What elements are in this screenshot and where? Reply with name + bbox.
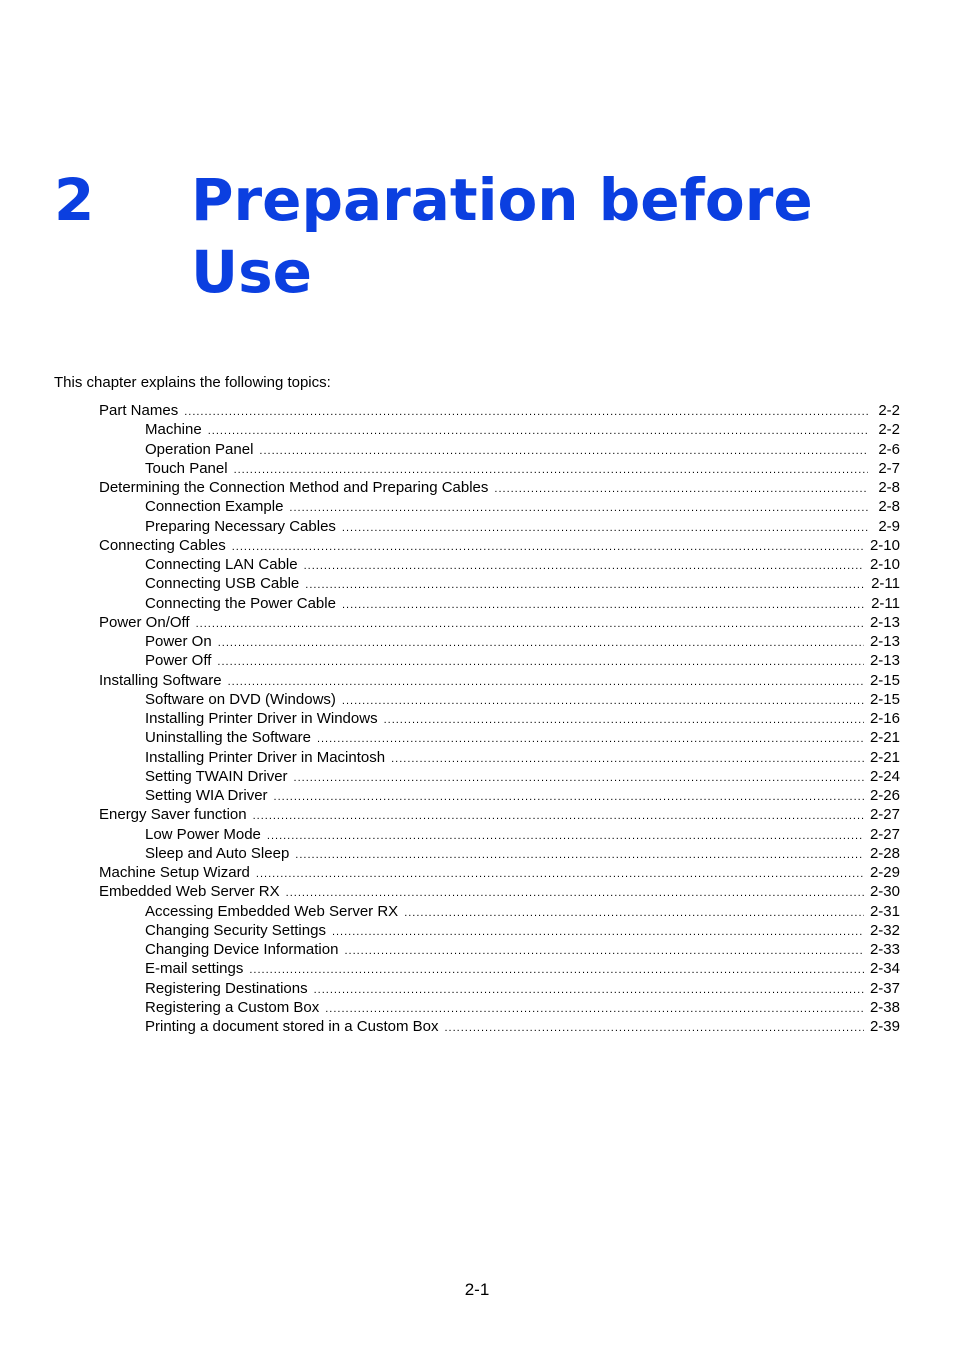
dot-leader xyxy=(228,673,864,690)
toc-entry-page: 2-10 xyxy=(869,556,900,573)
dot-leader xyxy=(234,461,868,478)
toc-entry-title: Sleep and Auto Sleep xyxy=(145,844,290,862)
toc-section-entry[interactable] xyxy=(99,863,900,882)
toc-entry-title: Determining the Connection Method and Preparing Cables xyxy=(99,479,489,496)
toc-subsection-entry[interactable] xyxy=(99,574,900,593)
dot-leader xyxy=(494,480,868,497)
dot-leader xyxy=(218,634,864,651)
dot-leader xyxy=(317,730,864,747)
toc-entry-page: 2-34 xyxy=(869,960,900,978)
toc-entry-page: 2-2 xyxy=(878,402,900,419)
toc-entry-title: Uninstalling the Software xyxy=(145,729,311,747)
intro-text: This chapter explains the following topics: xyxy=(54,374,331,391)
dot-leader xyxy=(314,981,864,998)
toc-entry-title: Machine xyxy=(145,421,202,439)
dot-leader xyxy=(249,961,864,978)
dot-leader xyxy=(289,499,868,516)
toc-entry-title: Connecting USB Cable xyxy=(145,575,300,593)
toc-entry-page: 2-10 xyxy=(869,536,900,554)
dot-leader xyxy=(384,711,864,728)
toc-section-entry[interactable] xyxy=(99,478,900,497)
toc-subsection-entry[interactable] xyxy=(99,921,900,940)
toc-subsection-entry[interactable] xyxy=(99,959,900,978)
toc-section-entry[interactable] xyxy=(99,671,900,690)
dot-leader xyxy=(256,865,864,882)
toc-entry-page: 2-21 xyxy=(869,748,900,766)
dot-leader xyxy=(342,519,868,536)
dot-leader xyxy=(342,692,864,709)
toc-section-entry[interactable] xyxy=(99,613,900,632)
table-of-contents xyxy=(99,401,900,1036)
toc-entry-page: 2-7 xyxy=(878,459,900,477)
toc-entry-title: Connection Example xyxy=(145,498,284,516)
toc-entry-page: 2-8 xyxy=(878,479,900,496)
dot-leader xyxy=(342,596,865,613)
toc-entry-page: 2-27 xyxy=(869,806,900,824)
toc-entry-page: 2-11 xyxy=(871,594,900,612)
toc-subsection-entry[interactable] xyxy=(99,728,900,747)
toc-subsection-entry[interactable] xyxy=(99,1017,900,1036)
toc-subsection-entry[interactable] xyxy=(99,825,900,844)
chapter-title: Preparation before Use xyxy=(191,166,813,306)
toc-entry-title: Registering a Custom Box xyxy=(145,998,320,1016)
toc-entry-title: Accessing Embedded Web Server RX xyxy=(145,902,399,920)
toc-entry-page: 2-33 xyxy=(869,941,900,958)
toc-subsection-entry[interactable] xyxy=(99,555,900,574)
toc-entry-page: 2-13 xyxy=(869,633,900,650)
toc-entry-page: 2-15 xyxy=(869,671,900,689)
toc-entry-page: 2-6 xyxy=(878,440,900,458)
toc-subsection-entry[interactable] xyxy=(99,517,900,536)
toc-subsection-entry[interactable] xyxy=(99,420,900,439)
toc-entry-page: 2-11 xyxy=(871,575,900,593)
toc-section-entry[interactable] xyxy=(99,401,900,420)
dot-leader xyxy=(332,923,864,940)
toc-entry-title: E-mail settings xyxy=(145,960,244,978)
toc-entry-page: 2-38 xyxy=(869,998,900,1016)
dot-leader xyxy=(344,942,864,959)
dot-leader xyxy=(391,750,864,767)
toc-entry-page: 2-27 xyxy=(869,825,900,843)
toc-entry-title: Energy Saver function xyxy=(99,806,247,824)
toc-entry-page: 2-31 xyxy=(869,902,900,920)
toc-entry-page: 2-39 xyxy=(869,1018,900,1035)
toc-entry-page: 2-15 xyxy=(869,690,900,708)
toc-subsection-entry[interactable] xyxy=(99,998,900,1017)
toc-entry-title: Changing Security Settings xyxy=(145,921,326,939)
dot-leader xyxy=(404,904,864,921)
toc-entry-page: 2-28 xyxy=(869,844,900,862)
toc-subsection-entry[interactable] xyxy=(99,709,900,728)
toc-entry-page: 2-16 xyxy=(869,710,900,727)
toc-entry-title: Power Off xyxy=(145,652,212,670)
toc-subsection-entry[interactable] xyxy=(99,902,900,921)
toc-entry-title: Power On/Off xyxy=(99,613,190,631)
toc-subsection-entry[interactable] xyxy=(99,651,900,670)
toc-entry-page: 2-2 xyxy=(878,421,900,439)
toc-entry-title: Low Power Mode xyxy=(145,825,261,843)
toc-entry-title: Part Names xyxy=(99,402,179,419)
toc-entry-page: 2-21 xyxy=(869,729,900,747)
dot-leader xyxy=(184,403,868,420)
toc-entry-page: 2-30 xyxy=(869,883,900,901)
dot-leader xyxy=(274,788,864,805)
toc-entry-title: Installing Printer Driver in Macintosh xyxy=(145,748,386,766)
toc-subsection-entry[interactable] xyxy=(99,632,900,651)
dot-leader xyxy=(208,422,868,439)
toc-entry-page: 2-29 xyxy=(869,864,900,881)
toc-subsection-entry[interactable] xyxy=(99,748,900,767)
toc-entry-page: 2-37 xyxy=(869,979,900,997)
toc-entry-title: Printing a document stored in a Custom Box xyxy=(145,1018,439,1035)
toc-subsection-entry[interactable] xyxy=(99,497,900,516)
toc-entry-title: Preparing Necessary Cables xyxy=(145,517,336,535)
toc-entry-title: Installing Software xyxy=(99,671,222,689)
toc-entry-title: Setting TWAIN Driver xyxy=(145,767,288,785)
dot-leader xyxy=(294,769,864,786)
toc-subsection-entry[interactable] xyxy=(99,767,900,786)
toc-entry-title: Setting WIA Driver xyxy=(145,787,268,804)
toc-entry-page: 2-9 xyxy=(878,517,900,535)
toc-subsection-entry[interactable] xyxy=(99,940,900,959)
dot-leader xyxy=(304,557,864,574)
dot-leader xyxy=(196,615,864,632)
toc-section-entry[interactable] xyxy=(99,882,900,901)
dot-leader xyxy=(295,846,864,863)
dot-leader xyxy=(253,807,864,824)
toc-subsection-entry[interactable] xyxy=(99,594,900,613)
toc-entry-title: Connecting the Power Cable xyxy=(145,594,336,612)
toc-subsection-entry[interactable] xyxy=(99,459,900,478)
toc-section-entry[interactable] xyxy=(99,536,900,555)
page-number: 2-1 xyxy=(464,1280,490,1299)
dot-leader xyxy=(286,884,864,901)
toc-entry-title: Touch Panel xyxy=(145,459,228,477)
toc-entry-title: Changing Device Information xyxy=(145,941,339,958)
toc-entry-title: Software on DVD (Windows) xyxy=(145,690,336,708)
dot-leader xyxy=(217,653,864,670)
toc-entry-page: 2-26 xyxy=(869,787,900,804)
dot-leader xyxy=(325,1000,864,1017)
toc-entry-page: 2-8 xyxy=(878,498,900,516)
toc-entry-title: Connecting LAN Cable xyxy=(145,556,298,573)
toc-subsection-entry[interactable] xyxy=(99,979,900,998)
dot-leader xyxy=(305,576,865,593)
toc-entry-title: Embedded Web Server RX xyxy=(99,883,280,901)
chapter-number: 2 xyxy=(54,166,95,234)
toc-entry-title: Operation Panel xyxy=(145,440,254,458)
dot-leader xyxy=(267,827,864,844)
toc-entry-title: Machine Setup Wizard xyxy=(99,864,250,881)
toc-subsection-entry[interactable] xyxy=(99,786,900,805)
toc-subsection-entry[interactable] xyxy=(99,440,900,459)
toc-section-entry[interactable] xyxy=(99,805,900,824)
toc-entry-title: Power On xyxy=(145,633,212,650)
toc-entry-page: 2-13 xyxy=(869,613,900,631)
dot-leader xyxy=(259,442,868,459)
toc-subsection-entry[interactable] xyxy=(99,844,900,863)
toc-entry-title: Installing Printer Driver in Windows xyxy=(145,710,378,727)
toc-entry-page: 2-24 xyxy=(869,767,900,785)
toc-entry-page: 2-32 xyxy=(869,921,900,939)
dot-leader xyxy=(232,538,864,555)
toc-entry-title: Connecting Cables xyxy=(99,536,226,554)
toc-entry-page: 2-13 xyxy=(869,652,900,670)
toc-entry-title: Registering Destinations xyxy=(145,979,308,997)
dot-leader xyxy=(444,1019,863,1036)
toc-subsection-entry[interactable] xyxy=(99,690,900,709)
